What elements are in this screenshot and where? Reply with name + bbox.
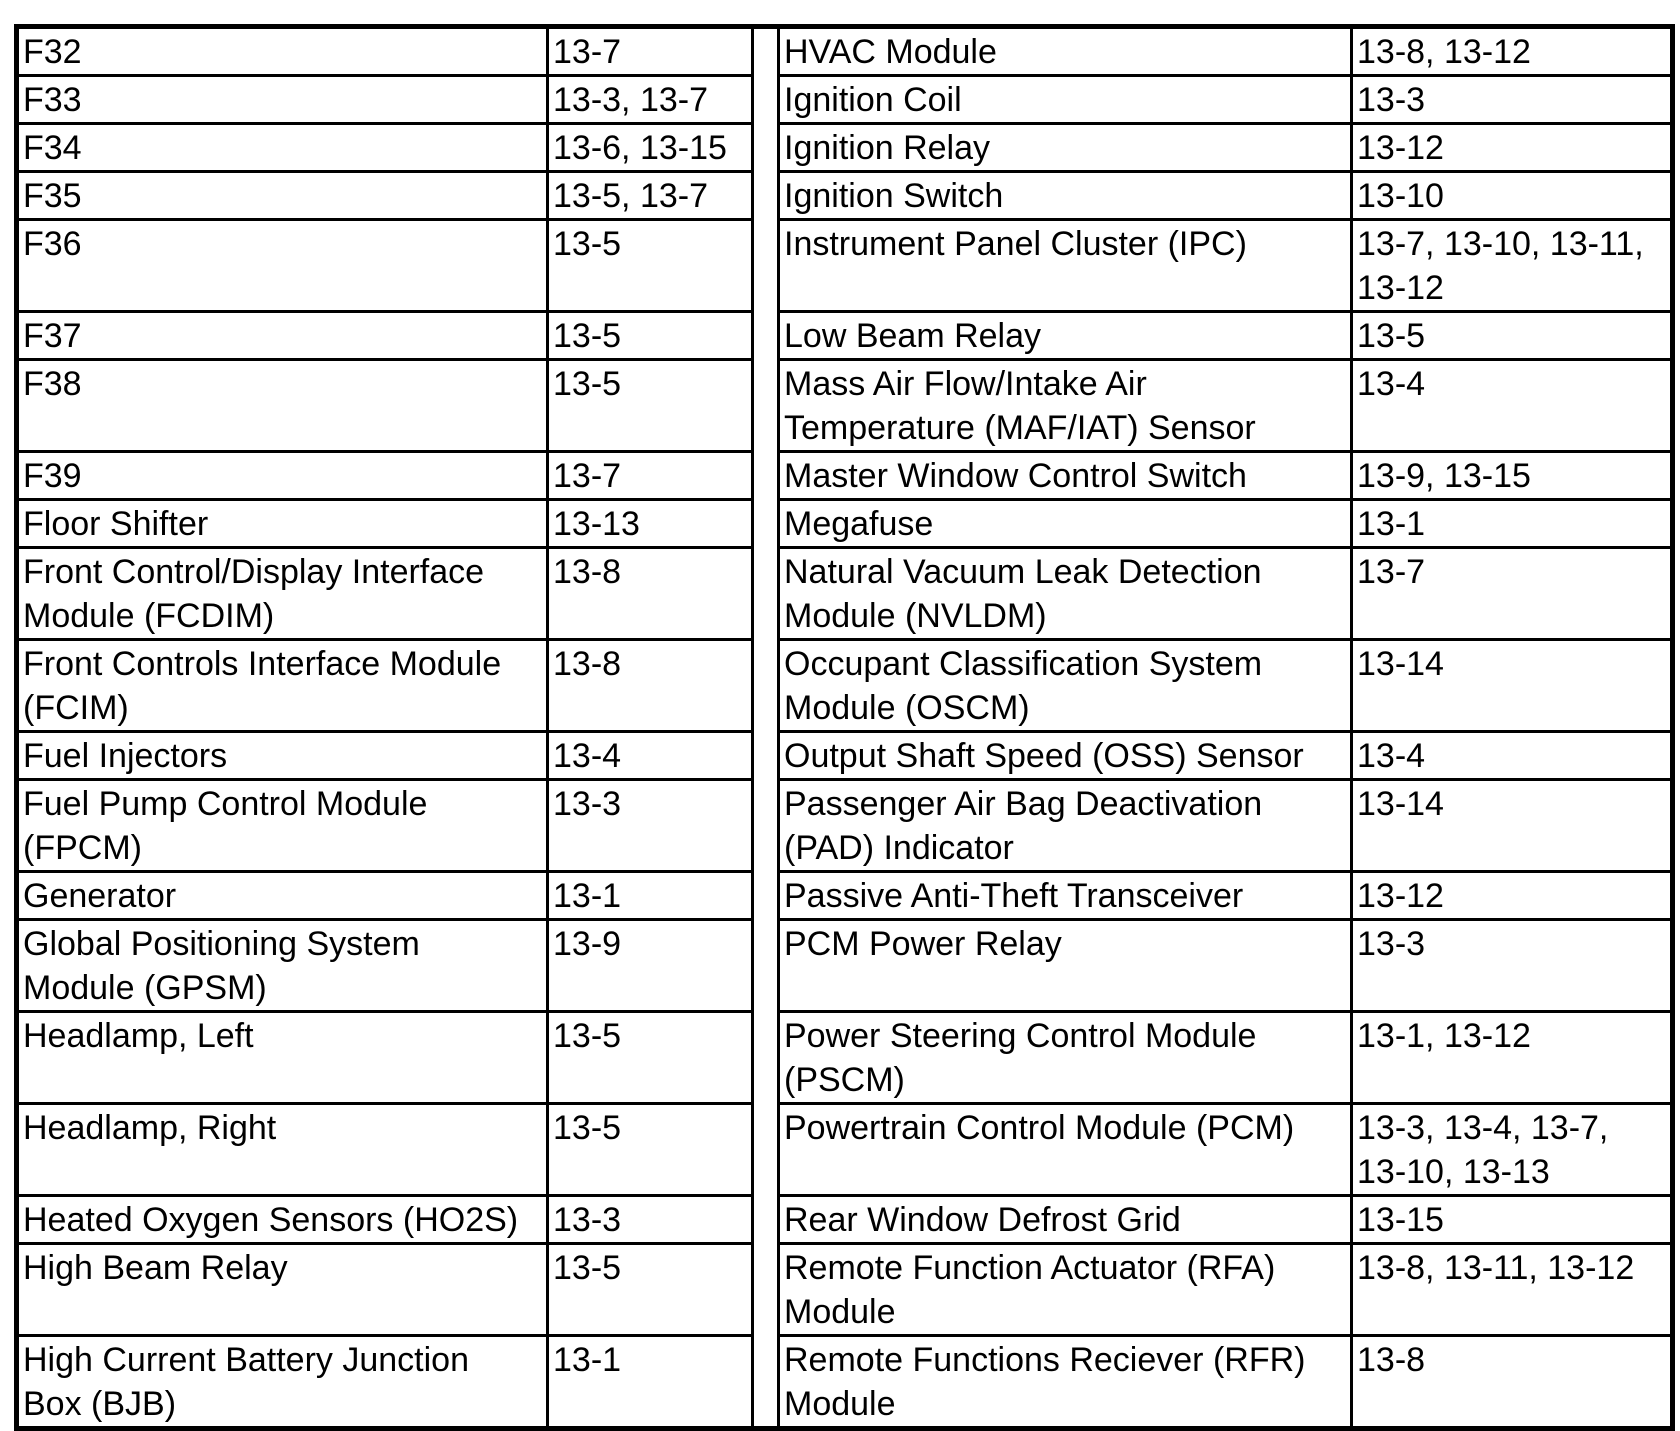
left-component-name: Global Positioning System Module (GPSM) <box>17 920 548 1012</box>
right-page-refs: 13-3 <box>1352 920 1673 1012</box>
left-component-name: Fuel Pump Control Module (FPCM) <box>17 780 548 872</box>
table-row <box>17 312 1673 360</box>
column-gap <box>753 548 779 640</box>
table-body <box>17 27 1673 1429</box>
left-component-name: Front Controls Interface Module (FCIM) <box>17 640 548 732</box>
column-gap <box>753 640 779 732</box>
column-gap <box>753 220 779 312</box>
left-component-name: High Current Battery Junction Box (BJB) <box>17 1336 548 1429</box>
left-component-name: High Beam Relay <box>17 1244 548 1336</box>
left-page-refs: 13-5 <box>548 360 753 452</box>
right-component-name: Passive Anti-Theft Transceiver <box>779 872 1352 920</box>
right-component-name: HVAC Module <box>779 27 1352 76</box>
table-row <box>17 360 1673 452</box>
table-row <box>17 1244 1673 1336</box>
column-gap <box>753 500 779 548</box>
right-page-refs: 13-9, 13-15 <box>1352 452 1673 500</box>
left-component-name: Generator <box>17 872 548 920</box>
column-gap <box>753 920 779 1012</box>
left-page-refs: 13-8 <box>548 548 753 640</box>
column-gap <box>753 1012 779 1104</box>
left-page-refs: 13-8 <box>548 640 753 732</box>
left-page-refs: 13-1 <box>548 872 753 920</box>
left-page-refs: 13-3 <box>548 1196 753 1244</box>
left-component-name: F32 <box>17 27 548 76</box>
left-component-name: F38 <box>17 360 548 452</box>
right-page-refs: 13-3, 13-4, 13-7, 13-10, 13-13 <box>1352 1104 1673 1196</box>
left-page-refs: 13-5 <box>548 220 753 312</box>
column-gap <box>753 780 779 872</box>
right-component-name: Powertrain Control Module (PCM) <box>779 1104 1352 1196</box>
column-gap <box>753 124 779 172</box>
right-component-name: Instrument Panel Cluster (IPC) <box>779 220 1352 312</box>
right-page-refs: 13-1 <box>1352 500 1673 548</box>
column-gap <box>753 312 779 360</box>
left-page-refs: 13-5 <box>548 1244 753 1336</box>
right-component-name: Occupant Classification System Module (OSCM) <box>779 640 1352 732</box>
left-page-refs: 13-5 <box>548 312 753 360</box>
left-component-name: F36 <box>17 220 548 312</box>
right-component-name: Remote Function Actuator (RFA) Module <box>779 1244 1352 1336</box>
right-component-name: Rear Window Defrost Grid <box>779 1196 1352 1244</box>
table-row <box>17 1336 1673 1429</box>
right-component-name: Ignition Relay <box>779 124 1352 172</box>
right-component-name: Remote Functions Reciever (RFR) Module <box>779 1336 1352 1429</box>
right-component-name: Output Shaft Speed (OSS) Sensor <box>779 732 1352 780</box>
table-row <box>17 220 1673 312</box>
table-row <box>17 1104 1673 1196</box>
right-page-refs: 13-5 <box>1352 312 1673 360</box>
right-component-name: Low Beam Relay <box>779 312 1352 360</box>
right-page-refs: 13-12 <box>1352 872 1673 920</box>
left-component-name: Headlamp, Right <box>17 1104 548 1196</box>
right-page-refs: 13-4 <box>1352 360 1673 452</box>
right-page-refs: 13-10 <box>1352 172 1673 220</box>
right-page-refs: 13-3 <box>1352 76 1673 124</box>
right-component-name: PCM Power Relay <box>779 920 1352 1012</box>
right-page-refs: 13-8, 13-12 <box>1352 27 1673 76</box>
right-page-refs: 13-12 <box>1352 124 1673 172</box>
left-component-name: F33 <box>17 76 548 124</box>
left-page-refs: 13-3 <box>548 780 753 872</box>
right-component-name: Megafuse <box>779 500 1352 548</box>
left-page-refs: 13-7 <box>548 452 753 500</box>
left-component-name: F37 <box>17 312 548 360</box>
column-gap <box>753 360 779 452</box>
column-gap <box>753 1104 779 1196</box>
right-component-name: Passenger Air Bag Deactivation (PAD) Indicator <box>779 780 1352 872</box>
table-row <box>17 452 1673 500</box>
column-gap <box>753 172 779 220</box>
right-page-refs: 13-1, 13-12 <box>1352 1012 1673 1104</box>
column-gap <box>753 1244 779 1336</box>
left-page-refs: 13-1 <box>548 1336 753 1429</box>
table-row <box>17 500 1673 548</box>
right-page-refs: 13-7, 13-10, 13-11, 13-12 <box>1352 220 1673 312</box>
left-page-refs: 13-4 <box>548 732 753 780</box>
left-page-refs: 13-13 <box>548 500 753 548</box>
left-component-name: F34 <box>17 124 548 172</box>
right-page-refs: 13-15 <box>1352 1196 1673 1244</box>
right-page-refs: 13-8 <box>1352 1336 1673 1429</box>
left-page-refs: 13-9 <box>548 920 753 1012</box>
right-component-name: Master Window Control Switch <box>779 452 1352 500</box>
right-page-refs: 13-14 <box>1352 780 1673 872</box>
column-gap <box>753 1196 779 1244</box>
table-row <box>17 640 1673 732</box>
table-row <box>17 76 1673 124</box>
left-page-refs: 13-6, 13-15 <box>548 124 753 172</box>
left-page-refs: 13-5, 13-7 <box>548 172 753 220</box>
left-component-name: Heated Oxygen Sensors (HO2S) <box>17 1196 548 1244</box>
left-page-refs: 13-5 <box>548 1012 753 1104</box>
left-component-name: Floor Shifter <box>17 500 548 548</box>
left-component-name: Headlamp, Left <box>17 1012 548 1104</box>
right-page-refs: 13-14 <box>1352 640 1673 732</box>
left-page-refs: 13-5 <box>548 1104 753 1196</box>
table-row <box>17 548 1673 640</box>
table-row <box>17 124 1673 172</box>
left-component-name: F39 <box>17 452 548 500</box>
component-index-table <box>14 24 1675 1431</box>
column-gap <box>753 872 779 920</box>
table-row <box>17 920 1673 1012</box>
right-component-name: Ignition Switch <box>779 172 1352 220</box>
column-gap <box>753 452 779 500</box>
table-row <box>17 1012 1673 1104</box>
left-component-name: F35 <box>17 172 548 220</box>
right-page-refs: 13-7 <box>1352 548 1673 640</box>
table-row <box>17 27 1673 76</box>
column-gap <box>753 1336 779 1429</box>
table-row <box>17 732 1673 780</box>
table-row <box>17 1196 1673 1244</box>
left-page-refs: 13-3, 13-7 <box>548 76 753 124</box>
column-gap <box>753 732 779 780</box>
right-page-refs: 13-4 <box>1352 732 1673 780</box>
right-component-name: Ignition Coil <box>779 76 1352 124</box>
right-component-name: Natural Vacuum Leak Detection Module (NVLDM) <box>779 548 1352 640</box>
table-row <box>17 172 1673 220</box>
column-gap <box>753 76 779 124</box>
table-row <box>17 780 1673 872</box>
right-page-refs: 13-8, 13-11, 13-12 <box>1352 1244 1673 1336</box>
column-gap <box>753 27 779 76</box>
table-row <box>17 872 1673 920</box>
left-component-name: Fuel Injectors <box>17 732 548 780</box>
right-component-name: Mass Air Flow/Intake Air Temperature (MAF/IAT) Sensor <box>779 360 1352 452</box>
left-component-name: Front Control/Display Interface Module (FCDIM) <box>17 548 548 640</box>
left-page-refs: 13-7 <box>548 27 753 76</box>
right-component-name: Power Steering Control Module (PSCM) <box>779 1012 1352 1104</box>
